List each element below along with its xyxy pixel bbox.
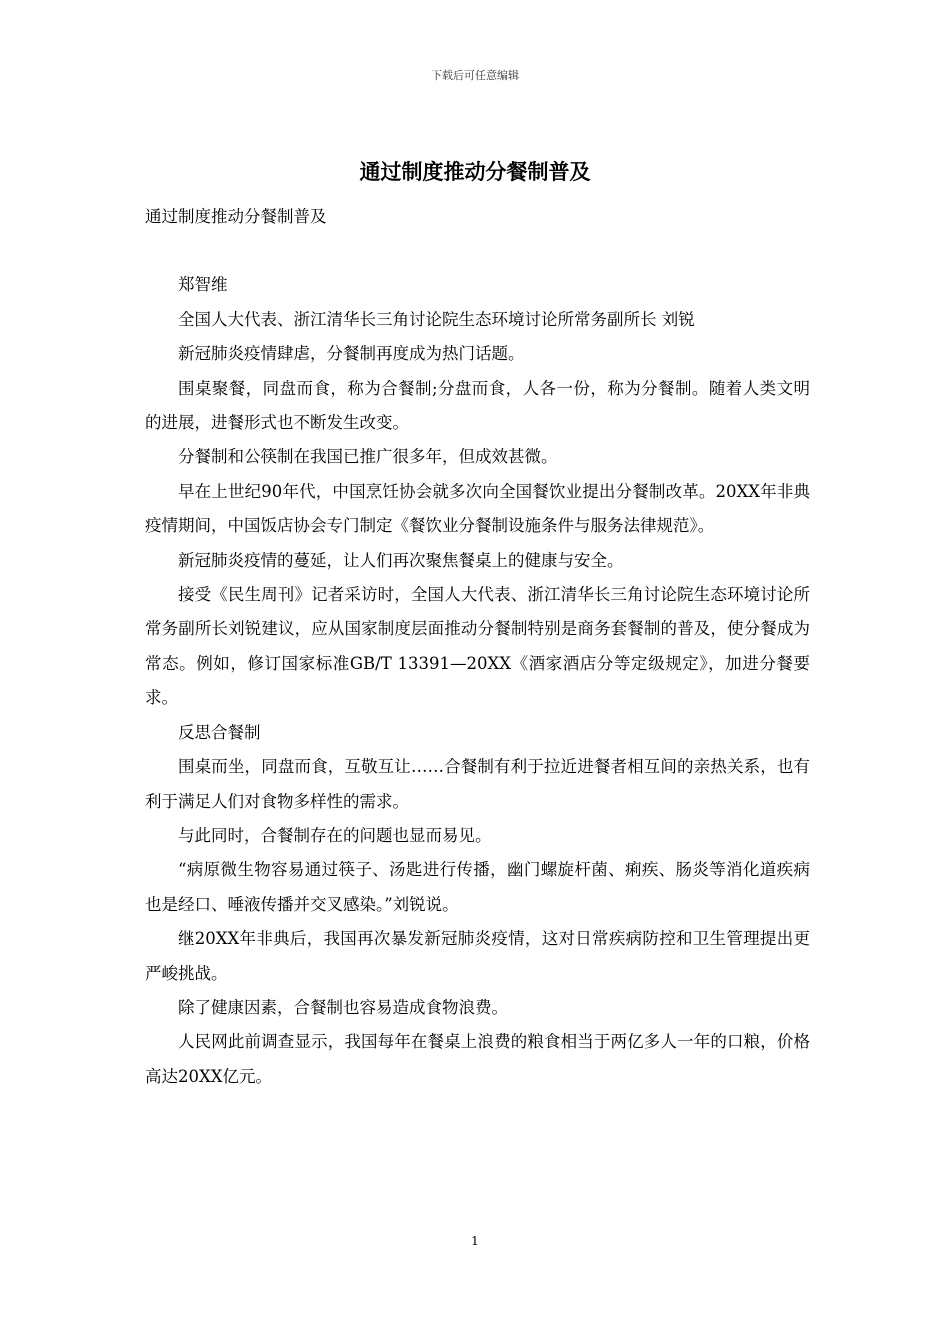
paragraph: 分餐制和公筷制在我国已推广很多年，但成效甚微。 [178,447,558,467]
author-line: 郑智维 [178,275,228,295]
paragraph: 早在上世纪90年代，中国烹饪协会就多次向全国餐饮业提出分餐制改革。20XX年非典疫情期间，中国饭店协会专门制定《餐饮业分餐制设施条件与服务法律规范》。 [145,481,810,536]
document-body [145,200,810,1094]
blank-line [145,234,810,268]
paragraph: 除了健康因素，合餐制也容易造成食物浪费。 [178,997,508,1017]
page-number: 1 [471,1234,479,1248]
paragraph: 新冠肺炎疫情肆虐，分餐制再度成为热门话题。 [178,344,525,364]
paragraph: 继20XX年非典后，我国再次暴发新冠肺炎疫情，这对日常疾病防控和卫生管理提出更严峻挑战。 [145,929,810,983]
page-header: 下载后可任意编辑 [431,69,519,82]
paragraph: 人民网此前调查显示，我国每年在餐桌上浪费的粮食相当于两亿多人一年的口粮，价格高达20XX亿元。 [145,1032,810,1086]
paragraph: 围桌聚餐，同盘而食，称为合餐制;分盘而食，人各一份，称为分餐制。随着人类文明的进展，进餐形式也不断发生改变。 [145,378,810,433]
paragraph: 接受《民生周刊》记者采访时，全国人大代表、浙江清华长三角讨论院生态环境讨论所常务副所长刘锐建议，应从国家制度层面推动分餐制特别是商务套餐制的普及，使分餐成为常态。例如，修订国家标准GB/T 13391—20XX《酒家酒店分等定级规定》，加进分餐要求。 [145,585,810,708]
subtitle: 通过制度推动分餐制普及 [145,207,327,226]
paragraph: 与此同时，合餐制存在的问题也显而易见。 [178,825,492,845]
paragraph: 围桌而坐，同盘而食，互敬互让……合餐制有利于拉近进餐者相互间的亲热关系，也有利于满足人们对食物多样性的需求。 [145,757,810,811]
document-title: 通过制度推动分餐制普及 [359,159,591,184]
paragraph: “病原微生物容易通过筷子、汤匙进行传播，幽门螺旋杆菌、痢疾、肠炎等消化道疾病也是经口、唾液传播并交叉感染。”刘锐说。 [145,860,810,914]
source-line: 全国人大代表、浙江清华长三角讨论院生态环境讨论所常务副所长 刘锐 [178,309,695,329]
section-heading: 反思合餐制 [178,722,261,742]
paragraph: 新冠肺炎疫情的蔓延，让人们再次聚焦餐桌上的健康与安全。 [178,550,624,570]
